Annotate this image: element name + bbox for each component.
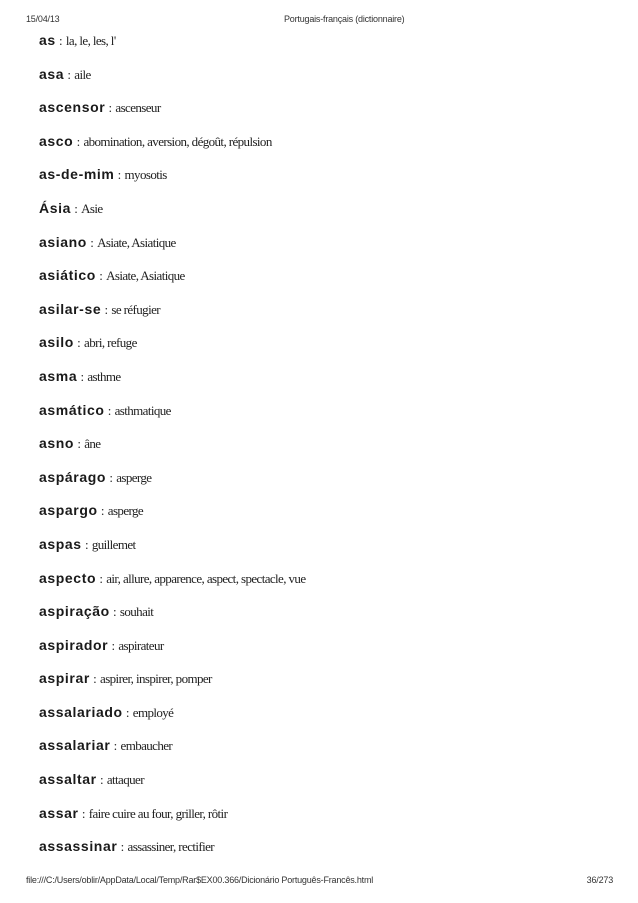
entry-definition: assassiner, rectifier [127, 839, 215, 855]
entry-headword: as-de-mim [39, 166, 115, 183]
page-title: Portugais-français (dictionnaire) [284, 14, 405, 24]
entry-headword: asilar-se [39, 300, 102, 317]
entry-headword: aspiração [39, 603, 110, 620]
dictionary-entry [39, 701, 306, 735]
entry-headword: assaltar [39, 771, 97, 788]
entry-definition: attaquer [106, 772, 144, 788]
entry-separator: : [73, 335, 85, 351]
dictionary-entry [39, 768, 306, 802]
entry-headword: aspirador [39, 636, 109, 653]
entry-definition: âne [84, 436, 101, 452]
entry-separator: : [97, 503, 108, 519]
entry-separator: : [117, 839, 128, 855]
entry-separator: : [95, 268, 107, 284]
entry-separator: : [104, 402, 115, 418]
entry-definition: abri, refuge [84, 335, 137, 351]
dictionary-entry [39, 197, 306, 231]
entry-separator: : [101, 301, 112, 317]
entry-headword: aspargo [39, 502, 98, 519]
dictionary-entry [39, 331, 306, 365]
entry-headword: assalariado [39, 703, 123, 720]
entry-definition: aspirer, inspirer, pomper [100, 671, 212, 687]
entry-definition: asperge [116, 469, 152, 485]
print-date: 15/04/13 [26, 14, 60, 24]
entry-separator: : [108, 637, 119, 653]
entry-headword: asa [39, 65, 65, 82]
dictionary-entry [39, 533, 306, 567]
entry-definition: souhait [119, 604, 154, 620]
dictionary-entry [39, 734, 306, 768]
entry-separator: : [74, 436, 85, 452]
entry-separator: : [114, 167, 125, 183]
entry-separator: : [73, 133, 84, 149]
entry-separator: : [96, 570, 107, 586]
entry-headword: Ásia [39, 199, 71, 216]
entry-headword: asiano [39, 233, 87, 250]
dictionary-entry [39, 667, 306, 701]
dictionary-entry [39, 163, 306, 197]
entry-definition: employé [132, 704, 174, 720]
entry-definition: aile [74, 66, 91, 82]
entry-headword: asiático [39, 267, 96, 284]
file-path: file:///C:/Users/oblir/AppData/Local/Temp/Rar$EX00.366/Dicionário Português-Francês.html [26, 875, 374, 885]
entry-separator: : [64, 66, 75, 82]
entry-headword: ascensor [39, 99, 106, 116]
entry-headword: aspas [39, 535, 82, 552]
dictionary-entry-list [39, 29, 306, 869]
entry-definition: guillemet [91, 536, 136, 552]
entry-definition: asthme [87, 368, 121, 384]
entry-definition: la, le, les, l' [65, 33, 116, 48]
entry-headword: assalariar [39, 737, 111, 754]
entry-separator: : [70, 200, 82, 216]
dictionary-entry [39, 63, 306, 97]
dictionary-entry [39, 365, 306, 399]
entry-definition: asthmatique [114, 402, 171, 418]
dictionary-entry [39, 466, 306, 500]
entry-separator: : [89, 671, 101, 687]
entry-separator: : [55, 33, 66, 48]
dictionary-entry [39, 802, 306, 836]
entry-headword: asco [39, 132, 74, 149]
entry-separator: : [110, 738, 121, 754]
entry-headword: asilo [39, 334, 74, 351]
entry-headword: aspirar [39, 670, 90, 687]
entry-definition: abomination, aversion, dégoût, répulsion [83, 133, 272, 149]
entry-headword: asno [39, 435, 75, 452]
dictionary-entry [39, 499, 306, 533]
entry-separator: : [96, 772, 107, 788]
entry-headword: aspecto [39, 569, 97, 586]
entry-separator: : [122, 704, 133, 720]
entry-definition: myosotis [124, 167, 167, 183]
entry-definition: aspirateur [118, 637, 164, 653]
entry-headword: aspárago [39, 468, 107, 485]
entry-definition: Asiate, Asiatique [97, 234, 176, 250]
entry-separator: : [81, 536, 92, 552]
entry-definition: faire cuire au four, griller, rôtir [88, 805, 228, 821]
entry-definition: embaucher [120, 738, 173, 754]
dictionary-entry [39, 298, 306, 332]
entry-headword: asma [39, 367, 78, 384]
dictionary-entry [39, 600, 306, 634]
entry-headword: assar [39, 804, 79, 821]
dictionary-entry [39, 835, 306, 869]
dictionary-entry [39, 399, 306, 433]
dictionary-entry [39, 29, 306, 63]
entry-separator: : [86, 234, 98, 250]
entry-definition: air, allure, apparence, aspect, spectacle, vue [106, 570, 306, 586]
entry-definition: ascenseur [115, 100, 161, 116]
entry-headword: asmático [39, 401, 105, 418]
dictionary-entry [39, 96, 306, 130]
dictionary-entry [39, 432, 306, 466]
entry-definition: asperge [107, 503, 144, 519]
page-number: 36/273 [586, 875, 613, 885]
entry-separator: : [106, 469, 117, 485]
dictionary-entry [39, 567, 306, 601]
entry-definition: se réfugier [111, 301, 160, 317]
entry-separator: : [109, 604, 120, 620]
entry-headword: assassinar [39, 838, 118, 855]
entry-definition: Asiate, Asiatique [106, 268, 185, 284]
entry-separator: : [105, 100, 116, 116]
entry-headword: as [39, 32, 56, 48]
dictionary-entry [39, 231, 306, 265]
dictionary-entry [39, 634, 306, 668]
dictionary-entry [39, 264, 306, 298]
entry-separator: : [78, 805, 89, 821]
entry-definition: Asie [81, 200, 103, 216]
dictionary-entry [39, 130, 306, 164]
entry-separator: : [77, 368, 88, 384]
